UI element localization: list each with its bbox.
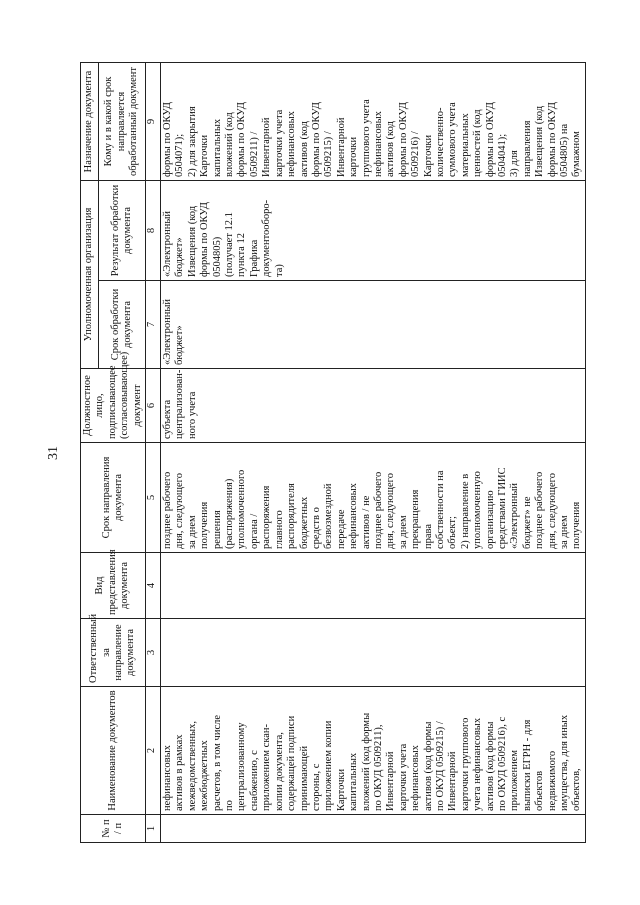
cell-line: 0504041); — [497, 133, 508, 177]
column-number: 4 — [146, 553, 161, 619]
header-purpose-sub: Кому и в какой срок направляется обработанный документ — [99, 63, 146, 181]
cell-line: главного — [273, 510, 285, 549]
cell-line: принимающей — [298, 745, 310, 811]
cell-line: формы по ОКУД — [199, 202, 211, 277]
cell-processing-result — [161, 181, 586, 281]
cell-line: 0504805) на — [559, 123, 571, 177]
column-number: 1 — [146, 815, 161, 843]
cell-line: Инвентарной — [335, 117, 347, 177]
cell-line: по ОКУД 0509211), — [372, 724, 384, 811]
cell-line: собственности на — [434, 470, 446, 549]
cell-line: органа / — [248, 513, 260, 549]
cell-line: объектов — [534, 770, 546, 811]
header-num: № п / п — [81, 815, 146, 843]
cell-num — [161, 815, 586, 843]
cell-line: Инвентарной — [447, 751, 459, 811]
cell-line: группового учета — [360, 99, 372, 177]
cell-purpose — [161, 63, 586, 181]
cell-line: объектов, — [571, 768, 583, 811]
cell-line: (получает 12.1 — [224, 212, 236, 277]
cell-line: бюджет» — [174, 237, 186, 277]
cell-line: карточки — [348, 136, 360, 177]
cell-line: получения — [199, 501, 211, 549]
column-number: 2 — [146, 687, 161, 815]
cell-line: 0504071); — [174, 133, 186, 177]
header-authorized-org: Уполномоченная организация — [81, 181, 99, 369]
cell-line: за днем — [559, 515, 571, 549]
cell-line: суммового учета — [447, 102, 459, 177]
cell-line: нефинансовых — [162, 745, 174, 811]
cell-line: уполномоченную — [472, 471, 484, 549]
cell-line: Инвентарной — [385, 751, 397, 811]
cell-line: бюджет» не — [521, 496, 533, 549]
cell-line: снабжению, с — [248, 750, 260, 811]
cell-processing-term — [161, 281, 586, 369]
cell-line: формы по ОКУД — [546, 102, 558, 177]
cell-line: бумажном — [571, 131, 583, 177]
cell-line: формы по ОКУД — [397, 102, 409, 177]
header-official: Должностное лицо, подписывающее (согласовывающее) документ — [81, 369, 146, 443]
cell-line: Графика — [248, 239, 260, 277]
header-processing-term: Срок обработки документа — [99, 281, 146, 369]
cell-line: по — [224, 800, 236, 811]
column-number: 6 — [146, 369, 161, 443]
cell-line: безвозмездной — [323, 483, 335, 549]
cell-line: позднее рабочего — [162, 471, 174, 549]
cell-line: дня, следующего — [546, 473, 558, 549]
column-number: 7 — [146, 281, 161, 369]
cell-line: карточки учета — [273, 109, 285, 177]
cell-line: 0504805) — [211, 236, 223, 277]
cell-line: приложением копии — [323, 720, 335, 811]
cell-line: дня, следующего — [385, 473, 397, 549]
cell-line: формы по ОКУД — [236, 102, 248, 177]
header-row — [81, 63, 99, 843]
column-number: 8 — [146, 181, 161, 281]
cell-line: приложением — [509, 749, 521, 811]
cell-line: дня, следующего — [174, 473, 186, 549]
cell-line: активов / не — [360, 495, 372, 549]
header-purpose: Назначение документа — [81, 63, 99, 181]
cell-line: централизованному — [236, 722, 248, 811]
cell-line: Карточки — [422, 134, 434, 177]
cell-line: пункта 12 — [236, 233, 248, 277]
cell-line: формы по ОКУД — [310, 102, 322, 177]
header-deadline: Срок направления документа — [81, 443, 146, 553]
cell-line: недвижимого — [546, 750, 558, 811]
document-table — [80, 62, 586, 843]
cell-line: нефинансовых — [286, 111, 298, 177]
cell-line: объект; — [447, 516, 459, 549]
cell-line: выписки ЕГРН - для — [521, 719, 533, 811]
cell-line: решения — [211, 510, 223, 549]
cell-official — [161, 369, 586, 443]
cell-line: централизован- — [174, 369, 186, 439]
cell-line: по ОКУД 0509215) / — [434, 721, 446, 811]
cell-responsible — [161, 619, 586, 687]
cell-line: уполномоченного — [236, 469, 248, 549]
column-number-row — [146, 63, 161, 843]
cell-line: Извещения (код — [186, 205, 198, 277]
cell-line: Карточки — [199, 134, 211, 177]
cell-line: стороны, с — [310, 763, 322, 811]
cell-line: содержащей подписи — [286, 715, 298, 811]
cell-line: по ОКУД 0509216), с — [497, 716, 508, 811]
cell-line: документооборо- — [261, 199, 273, 277]
cell-line: позднее рабочего — [534, 471, 546, 549]
cell-line: распоряжения — [261, 485, 273, 549]
cell-line: субъекта — [162, 399, 174, 439]
cell-line: передаче — [335, 509, 347, 549]
column-number: 9 — [146, 63, 161, 181]
header-processing-result: Результат обработки документа — [99, 181, 146, 281]
cell-line: позднее рабочего — [372, 471, 384, 549]
cell-line: капитальных — [211, 118, 223, 177]
cell-line: 0509211) / — [248, 131, 260, 177]
cell-line: ного учета — [186, 391, 198, 439]
cell-line: нефинансовых — [372, 111, 384, 177]
cell-line: капитальных — [348, 752, 360, 811]
page-number: 31 — [46, 446, 61, 460]
cell-line: организацию — [484, 490, 496, 549]
cell-line: вложений (код формы — [360, 712, 372, 811]
cell-line: активов в рамках — [174, 734, 186, 811]
cell-line: Карточки — [335, 768, 347, 811]
cell-line: направления — [521, 120, 533, 177]
cell-line: межбюджетных — [199, 740, 211, 811]
cell-line: 2) направление в — [459, 473, 471, 549]
cell-line: 0509216) / — [410, 131, 422, 177]
cell-line: активов (код — [385, 121, 397, 177]
cell-line: (распоряжения) — [224, 478, 236, 549]
cell-line: приложением скан- — [261, 723, 273, 811]
cell-line: карточки учета — [397, 743, 409, 811]
cell-line: средствами ГИИС — [497, 467, 508, 549]
cell-line: Извещения (код — [534, 105, 546, 177]
cell-line: 3) для — [509, 150, 521, 177]
cell-line: формы по ОКУД — [162, 102, 174, 177]
cell-line: бюджет» — [174, 325, 186, 365]
cell-doc-name — [161, 687, 586, 815]
cell-line: карточки группового — [459, 717, 471, 811]
cell-deadline — [161, 443, 586, 553]
cell-line: права — [422, 523, 434, 549]
cell-line: бюджетных — [298, 496, 310, 549]
cell-line: прекращения — [410, 489, 422, 549]
cell-line: материальных — [459, 113, 471, 177]
cell-line: формы по ОКУД — [484, 102, 496, 177]
rotated-table-container — [80, 63, 583, 843]
cell-line: нефинансовых — [410, 745, 422, 811]
cell-line: Инвентарной — [261, 117, 273, 177]
cell-line: средств о — [310, 507, 322, 549]
cell-line: «Электронный — [509, 482, 521, 549]
cell-line: 2) для закрытия — [186, 106, 198, 177]
cell-line: распорядителя — [286, 483, 298, 549]
cell-line: расчетов, в том числе — [211, 714, 223, 811]
cell-format — [161, 553, 586, 619]
cell-line: активов (код формы — [484, 721, 496, 811]
cell-line: за днем — [186, 515, 198, 549]
table-row — [161, 63, 586, 843]
cell-line: получения — [571, 501, 583, 549]
cell-line: учета нефинансовых — [472, 717, 484, 811]
cell-line: ценностей (код — [472, 109, 484, 177]
cell-line: количественно- — [434, 107, 446, 177]
cell-line: вложений (код — [224, 112, 236, 177]
cell-line: 0509215) / — [323, 131, 335, 177]
cell-line: «Электронный — [162, 210, 174, 277]
cell-line: та) — [273, 264, 285, 277]
cell-line: нефинансовых — [348, 483, 360, 549]
column-number: 3 — [146, 619, 161, 687]
cell-line: активов (код формы — [422, 721, 434, 811]
header-doc-name: Наименование документов — [81, 687, 146, 815]
cell-line: «Электронный — [162, 298, 174, 365]
cell-line: копии документа, — [273, 732, 285, 811]
header-responsible: Ответственный за направление документа — [81, 619, 146, 687]
cell-line: межведомственных, — [186, 721, 198, 811]
column-number: 5 — [146, 443, 161, 553]
cell-line: за днем — [397, 515, 409, 549]
cell-line: активов (код — [298, 121, 310, 177]
cell-line: имущества, для иных — [559, 714, 571, 811]
header-format: Вид представления документа — [81, 553, 146, 619]
